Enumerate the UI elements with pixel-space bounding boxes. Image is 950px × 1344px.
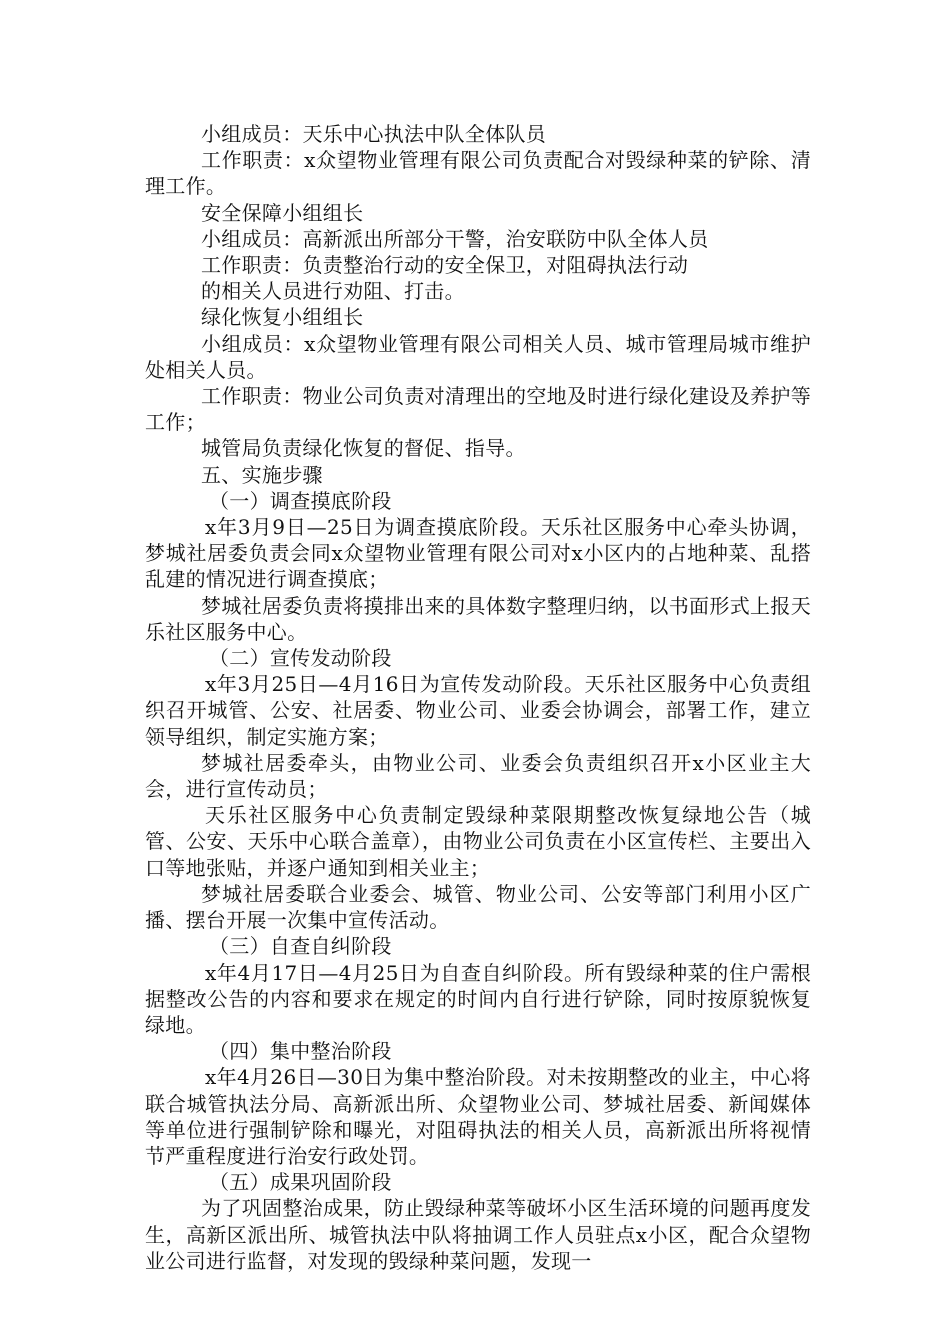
paragraph-stage-2-meeting: 梦城社居委牵头，由物业公司、业委会负责组织召开x小区业主大会，进行宣传动员； — [145, 750, 811, 802]
heading-greening-group: 绿化恢复小组组长 — [201, 305, 364, 330]
paragraph-stage-1-desc: x年3月9日—25日为调查摸底阶段。天乐社区服务中心牵头协调，梦城社居委负责会同x众望物业管理有限公司对x小区内的占地种菜、乱搭乱建的情况进行调查摸底； — [145, 515, 811, 592]
heading-stage-3: （三）自查自纠阶段 — [209, 934, 392, 959]
heading-stage-4: （四）集中整治阶段 — [209, 1039, 392, 1064]
paragraph-stage-3-desc: x年4月17日—4月25日为自查自纠阶段。所有毁绿种菜的住户需根据整改公告的内容和要求在规定的时间内自行进行铲除，同时按原貌恢复绿地。 — [145, 960, 811, 1037]
document-body — [145, 121, 811, 1274]
heading-stage-5: （五）成果巩固阶段 — [209, 1170, 392, 1195]
paragraph-team-members: 小组成员：天乐中心执法中队全体队员 — [201, 122, 547, 146]
paragraph-stage-2-desc: x年3月25日—4月16日为宣传发动阶段。天乐社区服务中心负责组织召开城管、公安、社居委、物业公司、业委会协调会，部署工作，建立领导组织，制定实施方案； — [145, 672, 811, 749]
paragraph-stage-4-desc: x年4月26日—30日为集中整治阶段。对未按期整改的业主，中心将联合城管执法分局、高新派出所、众望物业公司、梦城社居委、新闻媒体等单位进行强制铲除和曝光，对阻碍执法的相关人员，高新派出所将视情节严重程度进行治安行政处罚。 — [145, 1065, 811, 1168]
heading-stage-1: （一）调查摸底阶段 — [209, 488, 392, 513]
heading-stage-2: （二）宣传发动阶段 — [209, 646, 392, 671]
paragraph-security-duty: 工作职责：负责整治行动的安全保卫，对阻碍执法行动 — [201, 253, 689, 278]
paragraph-stage-2-campaign: 梦城社居委联合业委会、城管、物业公司、公安等部门利用小区广播、摆台开展一次集中宣传活动。 — [145, 881, 811, 933]
heading-implementation-steps: 五、实施步骤 — [201, 462, 323, 487]
paragraph-security-members: 小组成员：高新派出所部分干警，治安联防中队全体人员 — [201, 226, 709, 251]
paragraph-security-duty-cont: 的相关人员进行劝阻、打击。 — [201, 279, 465, 304]
paragraph-work-duty: 工作职责：x众望物业管理有限公司负责配合对毁绿种菜的铲除、清理工作。 — [145, 148, 811, 199]
paragraph-stage-1-report: 梦城社居委负责将摸排出来的具体数字整理归纳，以书面形式上报天乐社区服务中心。 — [145, 593, 811, 644]
heading-security-group: 安全保障小组组长 — [201, 200, 364, 225]
paragraph-stage-2-notice: 天乐社区服务中心负责制定毁绿种菜限期整改恢复绿地公告（城管、公安、天乐中心联合盖章），由物业公司负责在小区宣传栏、主要出入口等地张贴，并逐户通知到相关业主； — [145, 803, 811, 880]
paragraph-greening-members: 小组成员：x众望物业管理有限公司相关人员、城市管理局城市维护处相关人员。 — [145, 331, 811, 382]
paragraph-greening-supervision: 城管局负责绿化恢复的督促、指导。 — [201, 436, 526, 461]
paragraph-greening-duty: 工作职责：物业公司负责对清理出的空地及时进行绿化建设及养护等工作； — [145, 384, 811, 435]
paragraph-stage-5-desc: 为了巩固整治成果，防止毁绿种菜等破坏小区生活环境的问题再度发生，高新区派出所、城管执法中队将抽调工作人员驻点x小区，配合众望物业公司进行监督，对发现的毁绿种菜问题，发现一 — [145, 1196, 811, 1273]
